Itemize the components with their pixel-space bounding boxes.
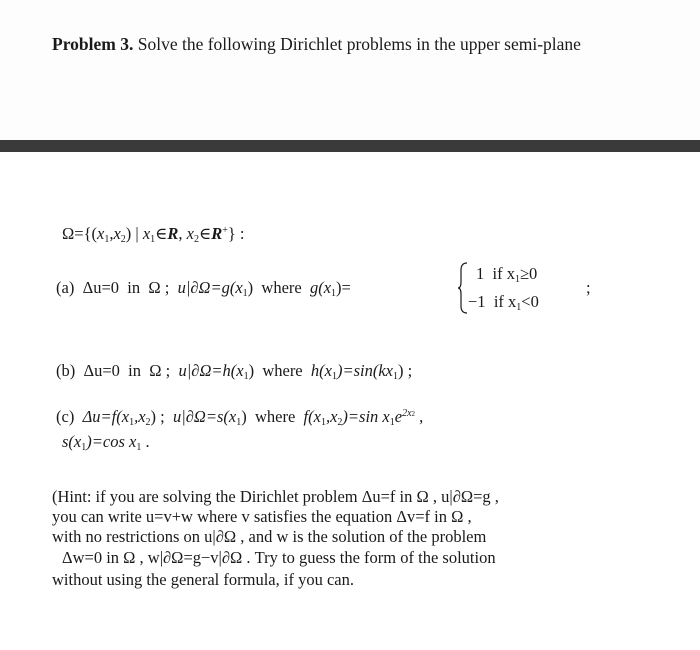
piecewise-case-1: 1 if $x_1\ge 0$ — [476, 264, 538, 285]
piecewise-brace — [458, 262, 468, 314]
hint-line-4: Δw=0 in Ω , w|∂Ω=g−v|∂Ω . Try to guess the form of the solution — [62, 548, 496, 567]
part-b-omega: Ω ; — [149, 361, 171, 380]
part-b-where: where — [262, 361, 303, 380]
part-a-omega: Ω ; — [148, 278, 170, 297]
problem-title — [52, 34, 581, 55]
var-x1: x — [96, 224, 105, 243]
part-b-in: in — [128, 361, 142, 380]
part-c-pde: Δu=f(x — [82, 407, 130, 426]
domain-close: } : — [227, 224, 245, 243]
part-b-pde: Δu=0 — [83, 361, 120, 380]
case-2-value: −1 — [468, 292, 486, 311]
case-2-condition: if x — [493, 292, 517, 311]
part-a-g-lhs: g(x — [309, 278, 332, 297]
part-b-boundary-condition: u|∂Ω=h(x — [178, 361, 244, 380]
part-b: (b) Δu=0 in Ω ; $u|\partial\Omega=h(x_1)$ where $h(x_1)=\sin(kx_1)$ ; — [56, 361, 413, 382]
domain-sep: , — [178, 224, 187, 243]
element-of-2: ∈ — [198, 224, 212, 243]
part-a-label: (a) — [56, 278, 75, 297]
case-1-value: 1 — [476, 264, 485, 283]
divider-band — [0, 140, 700, 152]
var-x2b: x — [186, 224, 194, 243]
problem-statement: Solve the following Dirichlet problems in the upper semi-plane — [137, 34, 581, 54]
part-a-in: in — [127, 278, 141, 297]
plus-superscript: + — [222, 225, 228, 236]
part-c-boundary-condition: u|∂Ω=s(x — [172, 407, 237, 426]
domain-mid: ) | — [125, 224, 143, 243]
case-2-relation: <0 — [521, 292, 539, 311]
part-b-h-close: ) ; — [398, 361, 413, 380]
part-c-pde-mid: ,x — [134, 407, 146, 426]
domain-definition: $\Omega=\{(x_1,x_2)$ | $x_1\in R$, $x_2\in R^+$} : — [62, 224, 245, 245]
part-c-f-exp: e — [394, 407, 403, 426]
part-a-g-close: )= — [336, 278, 351, 297]
part-b-bc-close: ) — [248, 361, 255, 380]
reals-symbol: R — [167, 224, 179, 243]
part-b-h-mid: )=sin(kx — [336, 361, 393, 380]
part-c-line-2: $s(x_1)=\cos$ $x_1$ . — [62, 432, 150, 453]
part-c-s-end: . — [141, 432, 150, 451]
part-c-f-rhs: )=sin x — [342, 407, 390, 426]
part-c-label: (c) — [56, 407, 75, 426]
part-a-boundary-condition: u|∂Ω=g(x — [177, 278, 243, 297]
part-c-f-mid: ,x — [325, 407, 338, 426]
part-c-pde-close: ) ; — [150, 407, 165, 426]
hint-line-2: you can write u=v+w where v satisfies the equation Δv=f in Ω , — [52, 507, 472, 526]
part-a-bc-close: ) — [247, 278, 254, 297]
part-c-s-def: s(x — [62, 432, 82, 451]
domain-lhs: Ω={( — [62, 224, 97, 243]
part-b-h-def: h(x — [310, 361, 332, 380]
element-of-1: ∈ — [155, 224, 168, 243]
hint-line-1: (Hint: if you are solving the Dirichlet problem Δu=f in Ω , u|∂Ω=g , — [52, 487, 499, 506]
part-c-bc-close: ) — [241, 407, 247, 426]
part-c-s-rhs: )=cos x — [86, 432, 137, 451]
part-b-label: (b) — [56, 361, 76, 380]
hint-line-5: without using the general formula, if you can. — [52, 570, 354, 589]
positive-reals-symbol: R — [211, 224, 223, 243]
piecewise-case-2: −1 if $x_1<0$ — [468, 292, 539, 313]
case-1-relation: ≥0 — [519, 264, 538, 283]
part-c-line-1: (c) $\Delta u=f(x_1,x_2)$ ; $u|\partial\Omega=s(x_1)$ where $f(x_1,x_2)=\sin$ $x_1e^{2x2}$ , — [56, 407, 424, 428]
var-x1b: x — [142, 224, 151, 243]
part-c-f-def: f(x — [303, 407, 321, 426]
part-a-main: (a) Δu=0 in Ω ; $u|\partial\Omega=g(x_1)$ where $g(x_1)=$ — [56, 278, 351, 299]
part-a-semicolon: ; — [586, 278, 591, 297]
domain-comma: , — [109, 224, 114, 243]
var-x2: x — [113, 224, 121, 243]
problem-label: Problem 3. — [52, 34, 134, 54]
part-c-f-exponent: 2x — [402, 408, 412, 419]
part-c-f-end: , — [415, 407, 424, 426]
page-top-region — [0, 0, 700, 140]
hint-line-3: with no restrictions on u|∂Ω , and w is the solution of the problem — [52, 527, 487, 546]
part-a-pde: Δu=0 — [82, 278, 119, 297]
case-1-condition: if x — [492, 264, 515, 283]
part-c-where: where — [254, 407, 296, 426]
part-a-where: where — [261, 278, 302, 297]
